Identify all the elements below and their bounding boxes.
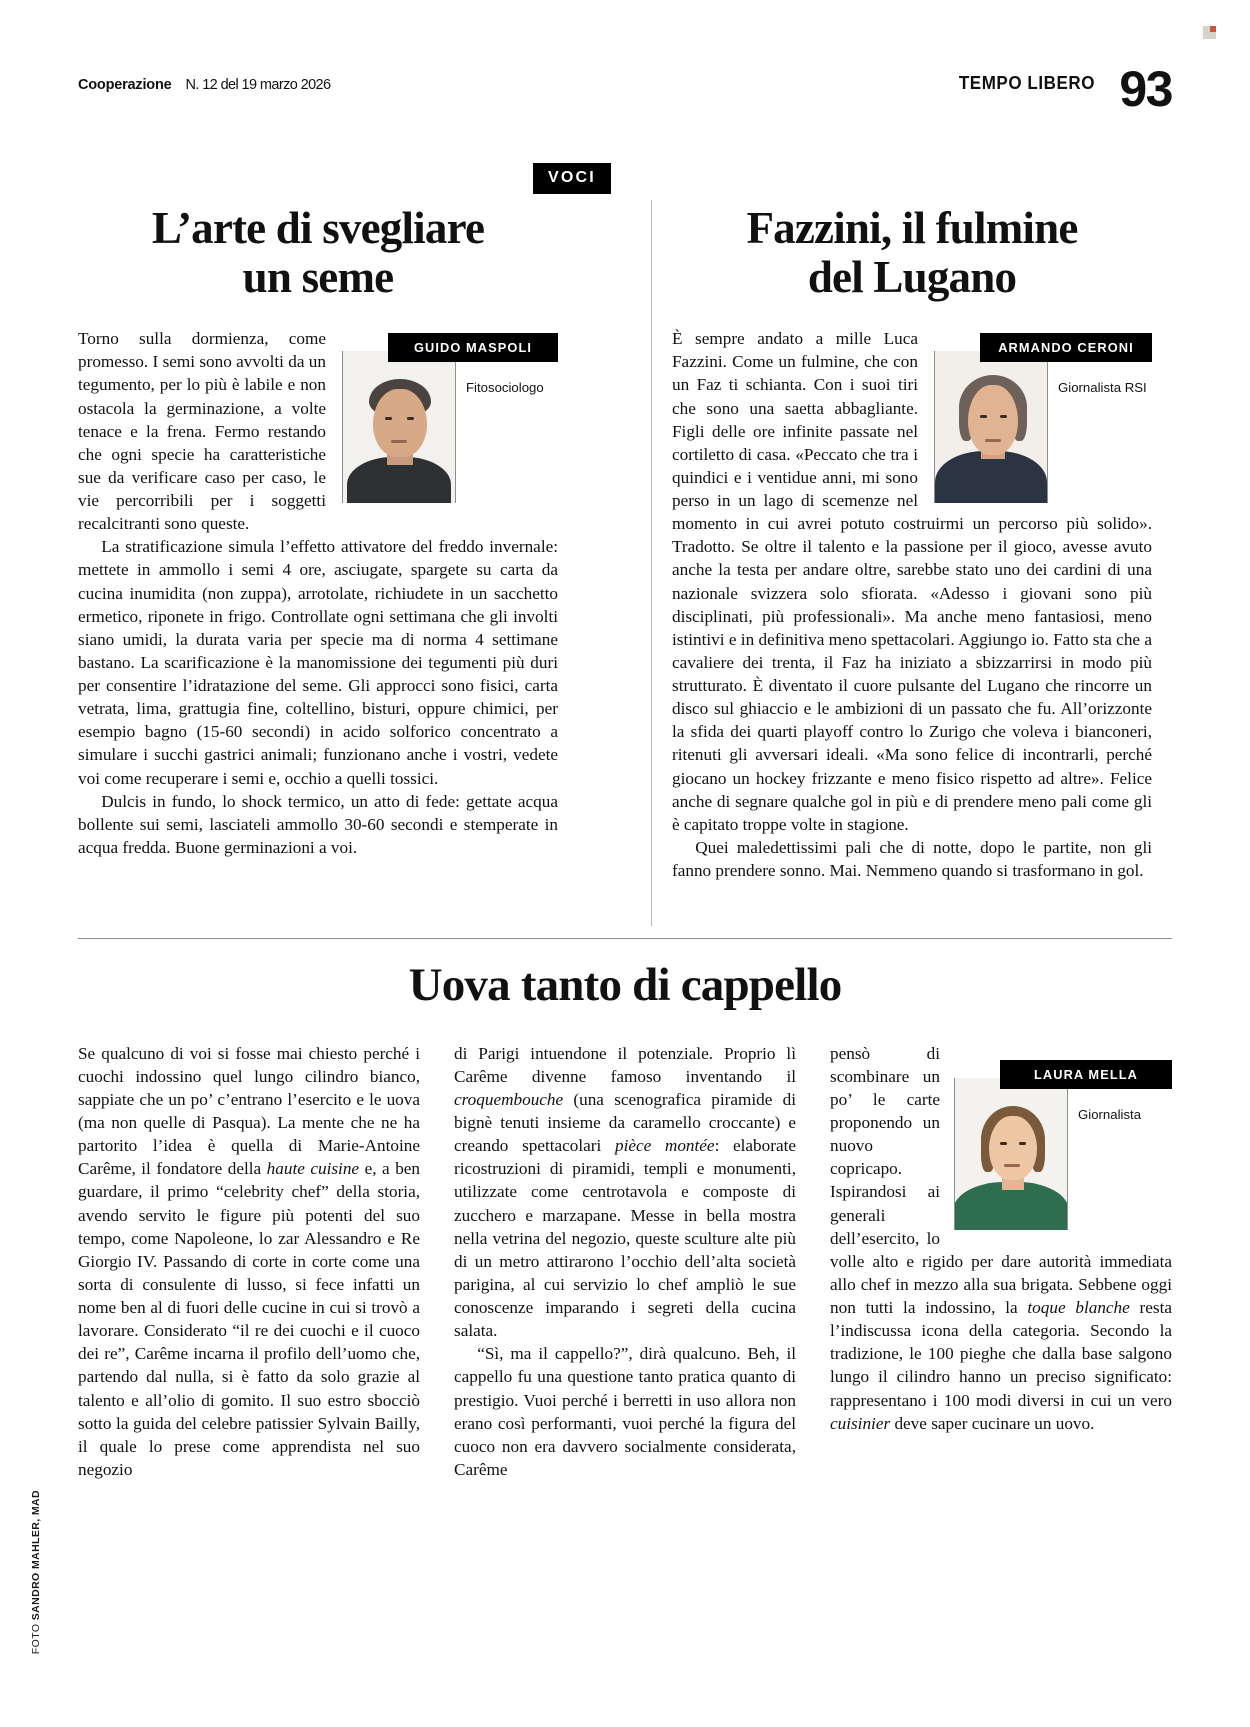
feature-column-3: [830, 1042, 1172, 1481]
page-number: 93: [1119, 61, 1172, 117]
publication-name: Cooperazione: [78, 77, 172, 94]
feature-article-uova: [78, 960, 1172, 1481]
author-card-wrapper: [342, 333, 558, 503]
portrait-illustration: [955, 1078, 1067, 1230]
photo-credit-label: FOTO: [30, 1623, 42, 1655]
paragraph: Quei maledettissimi pali che di notte, dopo le partite, non gli fanno prendere sonno. Mai. Nemmeno quando si trasformano in gol.: [672, 837, 1152, 881]
running-head-right: [947, 61, 1172, 117]
author-card-inner: [934, 351, 1152, 503]
article-body: [78, 327, 558, 859]
article-arte-di-svegliare: [78, 196, 558, 859]
author-card-armando-ceroni: [934, 333, 1152, 503]
portrait-illustration: [935, 351, 1047, 503]
headline-line-2: un seme: [242, 251, 394, 302]
paragraph: È sempre andato a mille Luca Fazzini. Come un fulmine, che con un Faz ti schianta. Con i suoi tiri che sono una saetta abbagliante. Figli delle ore infinite passate nel cortiletto di casa. «Peccato che tra i quindici e i ventidue anni, mi sono perso in un lago di scemenze nel momento in cui avrei potuto costruirmi un percorso più solido». Tradotto. Se oltre il talento e la passione per il gioco, avesse avuto anche la testa per andare oltre, sarebbe stato uno dei cardini di una nazionale svizzera solo sfiorata. «Adesso i giovani sono più disciplinati, più professionali». Ma anche meno fantasiosi, meno istintivi e in definitiva meno spettacolari. Aggiungo io. Fatto sta che a cavaliere dei trenta, il Faz ha iniziato a sbizzarrirsi in modo più strutturato. È diventato il cuore pulsante del Lugano che rincorre un disco sul ghiaccio e le ambizioni di un passato che fu. All’orizzonte la sfida dei quarti playoff contro lo Zurigo che voleva i bianconeri, ritenuti gli avversari ideali. «Ma sono felice di incontrarli, perché giocano un hockey frizzante e meno fisico rispetto ad altre». Felice anche di segnare qualche gol in più e di prendere meno pali come gli è capitato troppe volte in stagione.: [672, 329, 1152, 834]
photo-credit: [30, 1490, 42, 1654]
photo-credit-name: SANDRO MAHLER, MAD: [30, 1490, 42, 1621]
author-card-inner: [954, 1078, 1172, 1230]
article-body: [672, 327, 1152, 882]
issue-number: N. 12 del 19 marzo 2026: [185, 77, 331, 94]
feature-columns: [78, 1042, 1172, 1481]
author-portrait-photo: [343, 351, 456, 503]
horizontal-divider: [78, 938, 1172, 939]
running-head-left: [78, 77, 330, 93]
top-articles-zone: [78, 196, 1172, 936]
article-headline: [78, 196, 558, 301]
section-badge-voci: VOCI: [533, 163, 611, 194]
paragraph: “Sì, ma il cappello?”, dirà qualcuno. Beh, il cappello fu una questione tanto pratica quanto di prestigio. Vuoi perché i berretti in uso allora non erano così performanti, vuoi perché la figura del cuoco non era davvero socialmente considerata, Carême: [454, 1344, 796, 1479]
author-name: ARMANDO CERONI: [980, 333, 1152, 362]
feature-column-2: [454, 1042, 796, 1481]
running-head: [78, 61, 1172, 117]
author-card-guido-maspoli: [342, 333, 558, 503]
article-headline: [672, 196, 1152, 301]
paragraph: Dulcis in fundo, lo shock termico, un atto di fede: gettate acqua bollente sui semi, lasciateli ammollo 30-60 secondi e stemperate in acqua fredda. Buone germinazioni a voi.: [78, 791, 558, 857]
feature-headline: Uova tanto di cappello: [408, 959, 842, 1011]
portrait-illustration: [343, 351, 455, 503]
author-portrait-photo: [955, 1078, 1068, 1230]
paragraph: pensò di scombinare un po’ le carte proponendo un nuovo copricapo. Ispirandosi ai generali dell’esercito, lo volle alto e rigido per dare autorità immediata allo chef in mezzo alla sua brigata. Sebbene oggi non tutti la indossino, la toque blanche resta l’indiscussa icona della categoria. Secondo la tradizione, le 100 pieghe che dalla base salgono lungo il cilindro hanno un preciso significato: rappresentano i 100 modi diversi in cui un vero cuisinier deve saper cucinare un uovo.: [830, 1043, 1172, 1433]
headline-line-2: del Lugano: [807, 251, 1017, 302]
author-card-inner: [342, 351, 558, 503]
author-role: Fitosociologo: [466, 380, 544, 396]
author-role: Giornalista RSI: [1058, 380, 1147, 396]
author-card-laura-mella: [954, 1060, 1172, 1230]
author-portrait-photo: [935, 351, 1048, 503]
author-card-wrapper: [954, 1060, 1172, 1230]
author-card-wrapper: [934, 333, 1152, 503]
author-name: GUIDO MASPOLI: [388, 333, 558, 362]
corner-color-mark: [1203, 26, 1216, 39]
column-divider-rule: [651, 200, 652, 926]
author-name: LAURA MELLA: [1000, 1060, 1172, 1089]
headline-line-1: Fazzini, il fulmine: [746, 203, 1078, 253]
headline-line-1: L’arte di svegliare: [151, 203, 485, 253]
author-role: Giornalista: [1078, 1106, 1142, 1122]
article-fazzini-fulmine: [672, 196, 1152, 882]
paragraph: La stratificazione simula l’effetto attivatore del freddo invernale: mettete in ammollo i semi 4 ore, asciugate, spargete su carta da cucina inumidita (non zuppa), arrotolate, richiudete in un sacchetto ermetico, riponete in frigo. Controllate ogni settimana che gli involti siano umidi, la durata varia per specie ma di norma 4 settimane bastano. La scarificazione è la manomissione dei tegumenti più duri per consentire l’idratazione del seme. Gli approcci sono fisici, carta vetrata, lima, grattugia fine, coltellino, bisturi, oppure chimici, per esempio bagno (15-60 secondi) in acido solforico concentrato a simulare i succhi gastrici animali; funzionano anche i vostri, vedete voi come recuperare i semi e, occhio a quelli tossici.: [78, 537, 558, 788]
paragraph: di Parigi intuendone il potenziale. Proprio lì Carême divenne famoso inventando il croquembouche (una scenografica piramide di bignè tenuti insieme da caramello croccante) e creando spettacolari pièce montée: elaborate ricostruzioni di piramidi, templi e monumenti, utilizzate come centrotavola e composte di zucchero e marzapane. Messe in bella mostra nella vetrina del negozio, queste sculture alte più di un metro attirarono l’occhio dell’alta società parigina, al cui servizio lo chef ampliò le sue conoscenze imparando i segreti della cucina salata.: [454, 1043, 796, 1341]
paragraph: Se qualcuno di voi si fosse mai chiesto perché i cuochi indossino quel lungo cilindro bianco, sappiate che un po’ c’entrano l’esercito e le uova (ma non quelle di Pasqua). La mente che ne ha partorito l’idea è quella di Marie-Antoine Carême, il fondatore della haute cuisine e, a ben guardare, il primo “celebrity chef” della storia, avendo servito le figure più potenti del suo tempo, come Napoleone, lo zar Alessandro e Re Giorgio IV. Passando di corte in corte come una sorta di consulente di lusso, si fece infatti un nome ben al di fuori delle cucine in cui si trovò a lavorare. Considerato “il re dei cuochi e il cuoco dei re”, Carême incarna il profilo dell’uomo che, partendo dal nulla, si è fatto da solo grazie al talento e all’olio di gomito. Il suo estro sbocciò sotto la guida del celebre patissier Sylvain Bailly, il quale lo prese come apprendista nel suo negozio: [78, 1043, 421, 1479]
feature-column-1: [78, 1042, 420, 1481]
section-name: TEMPO LIBERO: [959, 72, 1096, 94]
paragraph: Torno sulla dormienza, come promesso. I semi sono avvolti da un tegumento, per lo più è labile e non ostacola la germinazione, a volte tenace e la frena. Fermo restando che ogni specie ha caratteristiche sue da verificare caso per caso, le vie percorribili per i soggetti recalcitranti sono queste.: [78, 329, 326, 534]
